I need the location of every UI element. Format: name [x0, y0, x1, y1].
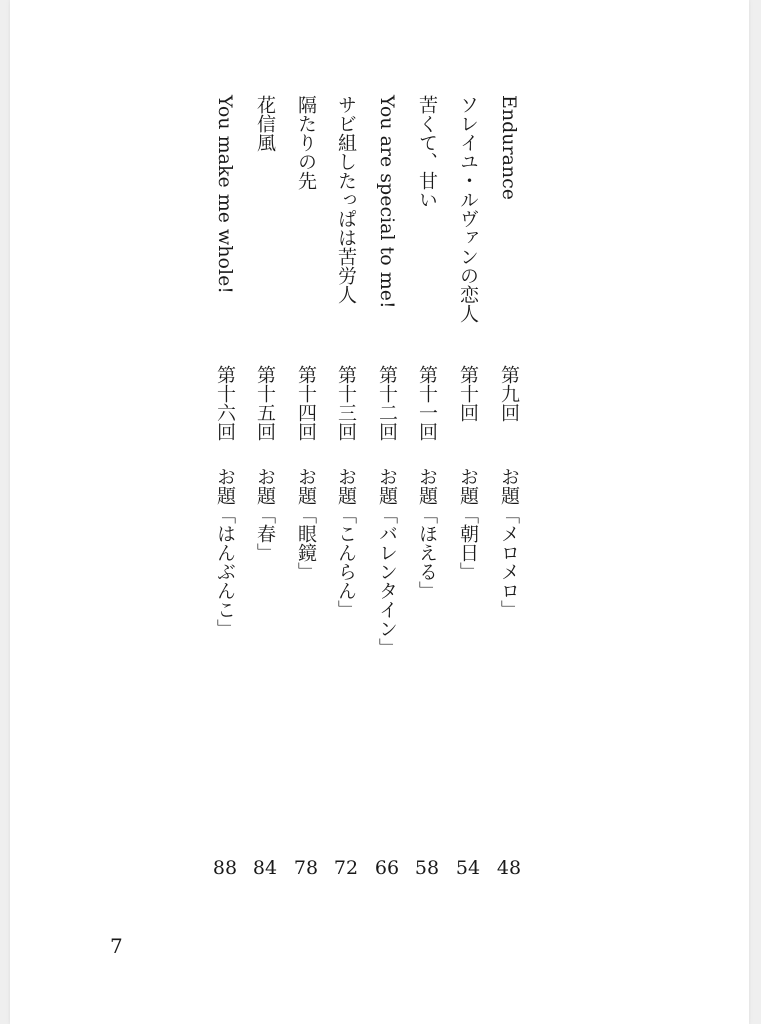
- entry-page-number: 58: [414, 857, 440, 879]
- entry-theme: お題「ほえる」: [416, 467, 438, 600]
- entry-episode: 第十四回: [295, 365, 317, 441]
- entry-page-number: 72: [333, 857, 359, 879]
- entry-theme: お題「春」: [254, 467, 276, 562]
- toc-entry: [210, 95, 240, 895]
- entry-title: 苦くて、甘い: [416, 95, 438, 209]
- entry-page-number: 88: [212, 857, 238, 879]
- toc-entry: [250, 95, 280, 895]
- toc-entry: [494, 95, 524, 895]
- entry-theme: お題「メロメロ」: [498, 467, 520, 619]
- toc-entry: [412, 95, 442, 895]
- entry-title: Endurance: [498, 95, 520, 201]
- entry-episode: 第九回: [498, 365, 520, 422]
- entry-episode: 第十三回: [335, 365, 357, 441]
- entry-episode: 第十五回: [254, 365, 276, 441]
- entry-episode: 第十一回: [416, 365, 438, 441]
- entry-title: You make me whole!: [214, 95, 236, 294]
- toc-entry: [331, 95, 361, 895]
- entry-title: 隔たりの先: [295, 95, 317, 190]
- entry-title: You are special to me!: [376, 95, 398, 309]
- entry-theme: お題「朝日」: [457, 467, 479, 581]
- book-page: [10, 0, 749, 1024]
- toc-entry: [372, 95, 402, 895]
- entry-page-number: 78: [293, 857, 319, 879]
- entry-page-number: 48: [496, 857, 522, 879]
- toc-entry: [291, 95, 321, 895]
- entry-page-number: 66: [374, 857, 400, 879]
- entry-title: 花信風: [254, 95, 276, 152]
- entry-page-number: 54: [455, 857, 481, 879]
- entry-page-number: 84: [252, 857, 278, 879]
- entry-theme: お題「バレンタイン」: [376, 467, 398, 657]
- entry-theme: お題「はんぶんこ」: [214, 467, 236, 638]
- table-of-contents: [10, 95, 749, 895]
- entry-episode: 第十回: [457, 365, 479, 422]
- entry-theme: お題「こんらん」: [335, 467, 357, 619]
- entry-title: ソレイユ・ルヴァンの恋人: [457, 95, 479, 323]
- entry-episode: 第十六回: [214, 365, 236, 441]
- entry-title: サビ組したっぱは苦労人: [335, 95, 357, 304]
- toc-entry: [453, 95, 483, 895]
- page-folio: 7: [110, 934, 123, 958]
- entry-episode: 第十二回: [376, 365, 398, 441]
- entry-theme: お題「眼鏡」: [295, 467, 317, 581]
